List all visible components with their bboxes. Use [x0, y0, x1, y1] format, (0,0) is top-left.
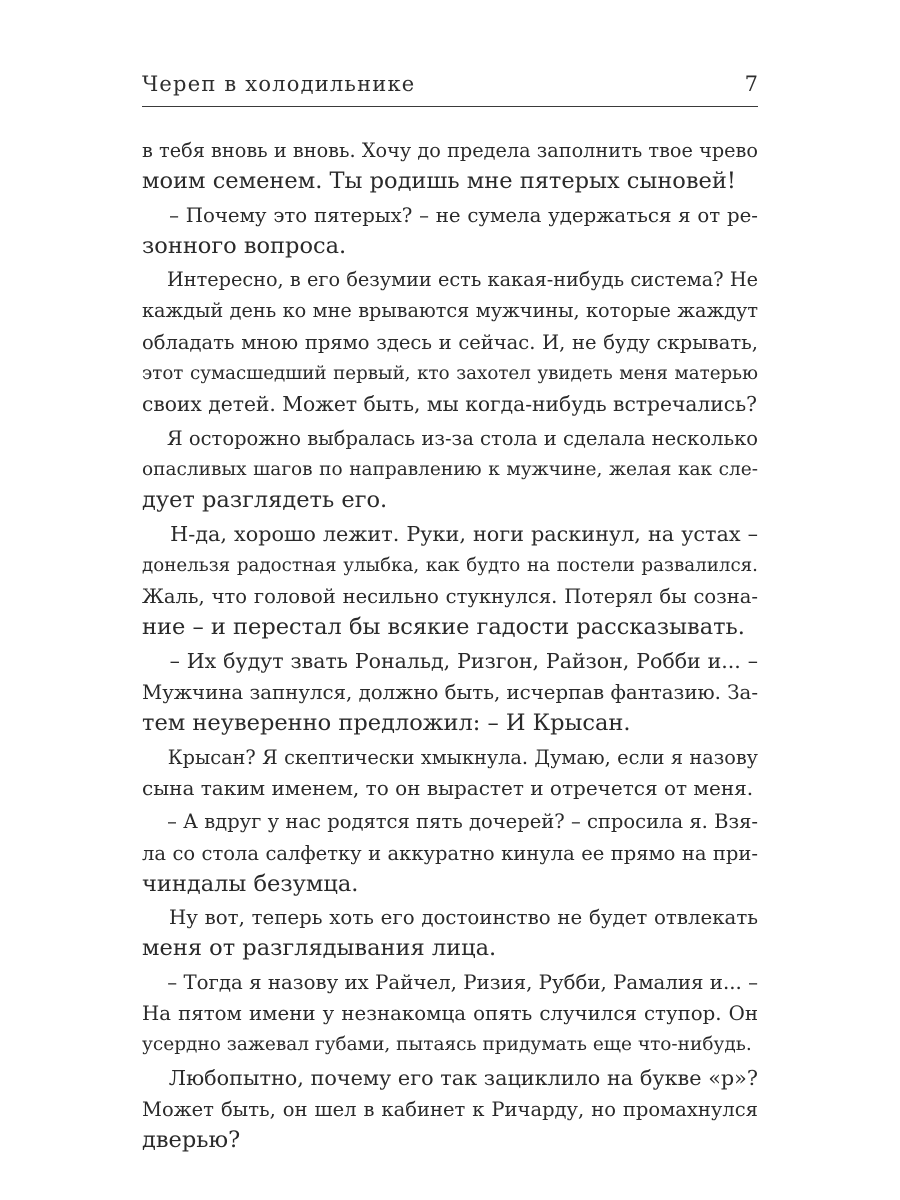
text-line: На пятом имени у незнакомца опять случился ступор. Он [142, 1002, 758, 1026]
text-line: зонного вопроса. [142, 232, 347, 259]
text-line: тем неуверенно предложил: – И Крысан. [142, 710, 631, 737]
paragraph [142, 1063, 758, 1157]
text-line: своих детей. Может быть, мы когда-нибудь встречались? [142, 392, 757, 417]
running-title: Череп в холодильнике [142, 72, 416, 96]
paragraph [142, 806, 758, 900]
text-line: чиндалы безумца. [142, 870, 359, 897]
paragraph [142, 902, 758, 965]
text-line: – Их будут звать Рональд, Ризгон, Райзон, Робби и... – [142, 648, 758, 673]
text-line: Жаль, что головой несильно стукнулся. Потерял бы созна- [142, 585, 758, 609]
text-line: донельзя радостная улыбка, как будто на постели развалился. [142, 554, 758, 576]
paragraph [142, 264, 758, 420]
text-line: этот сумасшедший первый, кто захотел увидеть меня матерью [142, 363, 758, 385]
text-line: – А вдруг у нас родятся пять дочерей? – спросила я. Взя- [142, 810, 758, 834]
text-line: моим семенем. Ты родишь мне пятерых сыновей! [142, 168, 736, 195]
text-line: ние – и перестал бы всякие гадости рассказывать. [142, 614, 745, 641]
body-text [142, 135, 758, 1157]
paragraph [142, 135, 758, 198]
text-line: Крысан? Я скептически хмыкнула. Думаю, если я назову [142, 745, 758, 769]
text-line: обладать мною прямо здесь и сейчас. И, не буду скрывать, [142, 330, 758, 354]
text-line: сына таким именем, то он вырастет и отречется от меня. [142, 775, 754, 800]
text-line: ла со стола салфетку и аккуратно кинула ее прямо на при- [142, 841, 758, 865]
page-number: 7 [744, 72, 758, 96]
paragraph [142, 742, 758, 805]
paragraph [142, 200, 758, 263]
text-line: каждый день ко мне врываются мужчины, которые жаждут [142, 299, 758, 323]
text-line: опасливых шагов по направлению к мужчине, желая как сле- [142, 458, 758, 480]
running-header [142, 60, 758, 107]
text-line: – Почему это пятерых? – не сумела удержаться я от ре- [142, 203, 758, 227]
paragraph [142, 646, 758, 740]
text-line: Ну вот, теперь хоть его достоинство не будет отвлекать [142, 906, 758, 930]
text-line: Может быть, он шел в кабинет к Ричарду, но промахнулся [142, 1097, 758, 1121]
paragraph [142, 519, 758, 644]
text-line: Любопытно, почему его так зациклило на букве «р»? [142, 1065, 758, 1090]
paragraph [142, 967, 758, 1061]
text-line: Интересно, в его безумии есть какая-нибудь система? Не [142, 268, 758, 292]
text-line: усердно зажевал губами, пытаясь придумать еще что-нибудь. [142, 1034, 752, 1056]
text-line: в тебя вновь и вновь. Хочу до предела заполнить твое чрево [142, 139, 758, 162]
text-line: Н-да, хорошо лежит. Руки, ноги раскинул, на устах – [142, 521, 758, 546]
text-line: – Тогда я назову их Райчел, Ризия, Рубби, Рамалия и... – [142, 970, 758, 994]
book-page [142, 60, 758, 1159]
text-line: меня от разглядывания лица. [142, 935, 497, 962]
text-line: дверью? [142, 1127, 241, 1154]
paragraph [142, 423, 758, 517]
text-line: Я осторожно выбралась из-за стола и сделала несколько [142, 426, 758, 450]
text-line: дует разглядеть его. [142, 487, 388, 514]
text-line: Мужчина запнулся, должно быть, исчерпав фантазию. За- [142, 681, 758, 705]
